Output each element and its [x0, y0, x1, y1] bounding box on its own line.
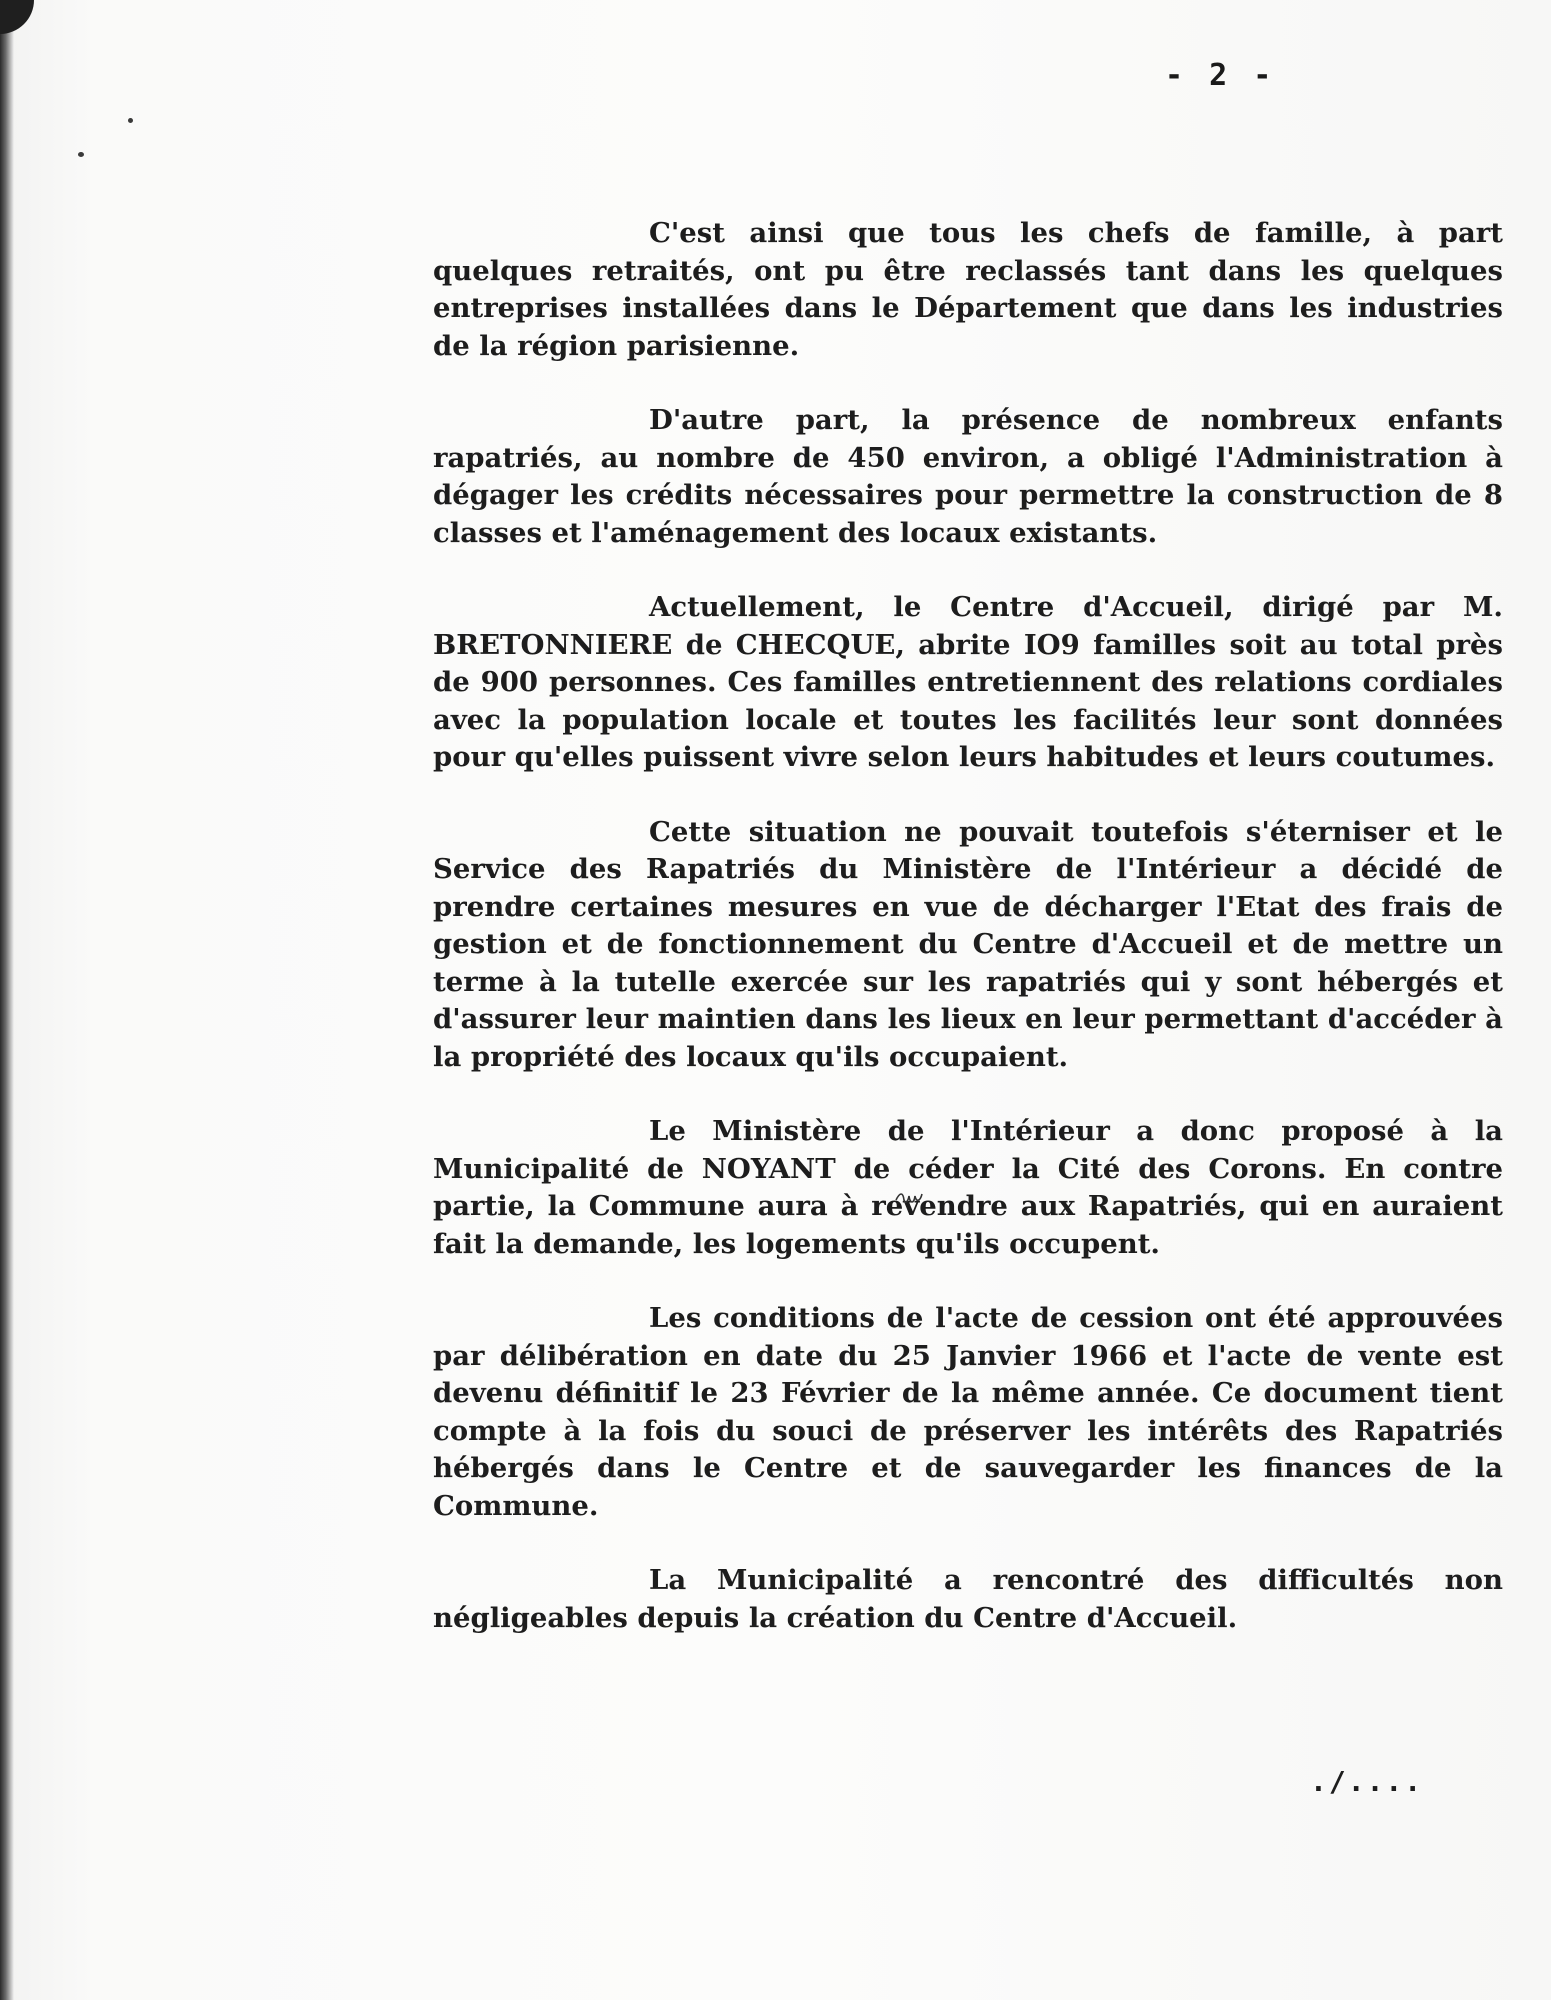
scan-edge-shadow [0, 0, 14, 2000]
paragraph: C'est ainsi que tous les chefs de famille, à part quelques retraités, ont pu être reclassés tant dans les quelques entreprises installées dans le Département que dans les industries de la région parisienne. [433, 217, 1503, 362]
scan-corner-shadow [0, 0, 34, 34]
paragraph: D'autre part, la présence de nombreux enfants rapatriés, au nombre de 450 environ, a obligé l'Administration à dégager les crédits nécessaires pour permettre la construction de 8 classes et l'aménagement des locaux existants. [433, 404, 1503, 549]
page-number: - 2 - [1165, 58, 1276, 93]
paragraph: Actuellement, le Centre d'Accueil, dirigé par M. BRETONNIERE de CHECQUE, abrite IO9 familles soit au total près de 900 personnes. Ces familles entretiennent des relations cordiales avec la population locale et toutes les facilités leur sont données pour qu'elles puissent vivre selon leurs habitudes et leurs coutumes. [433, 591, 1503, 773]
continuation-mark: ./.... [1310, 1765, 1424, 1798]
scan-speck [78, 152, 84, 157]
handwritten-annotation-icon [894, 1182, 924, 1208]
document-body [433, 215, 1503, 1674]
paragraph: Cette situation ne pouvait toutefois s'éterniser et le Service des Rapatriés du Ministère de l'Intérieur a décidé de prendre certaines mesures en vue de décharger l'Etat des frais de gestion et de fonctionnement du Centre d'Accueil et de mettre un terme à la tutelle exercée sur les rapatriés qui y sont hébergés et d'assurer leur maintien dans les lieux en leur permettant d'accéder à la propriété des locaux qu'ils occupaient. [433, 815, 1503, 1073]
paragraph: Le Ministère de l'Intérieur a donc proposé à la Municipalité de NOYANT de céder la Cité des Corons. En contre partie, la Commune aura à revendre aux Rapatriés, qui en auraient fait la demande, les logements qu'ils occupent. [433, 1115, 1503, 1260]
paragraph: Les conditions de l'acte de cession ont été approuvées par délibération en date du 25 Janvier 1966 et l'acte de vente est devenu définitif le 23 Février de la même année. Ce document tient compte à la fois du souci de préserver les intérêts des Rapatriés hébergés dans le Centre et de sauvegarder les finances de la Commune. [433, 1302, 1503, 1522]
paragraph: La Municipalité a rencontré des difficultés non négligeables depuis la création du Centre d'Accueil. [433, 1564, 1503, 1634]
scan-speck [128, 118, 133, 123]
